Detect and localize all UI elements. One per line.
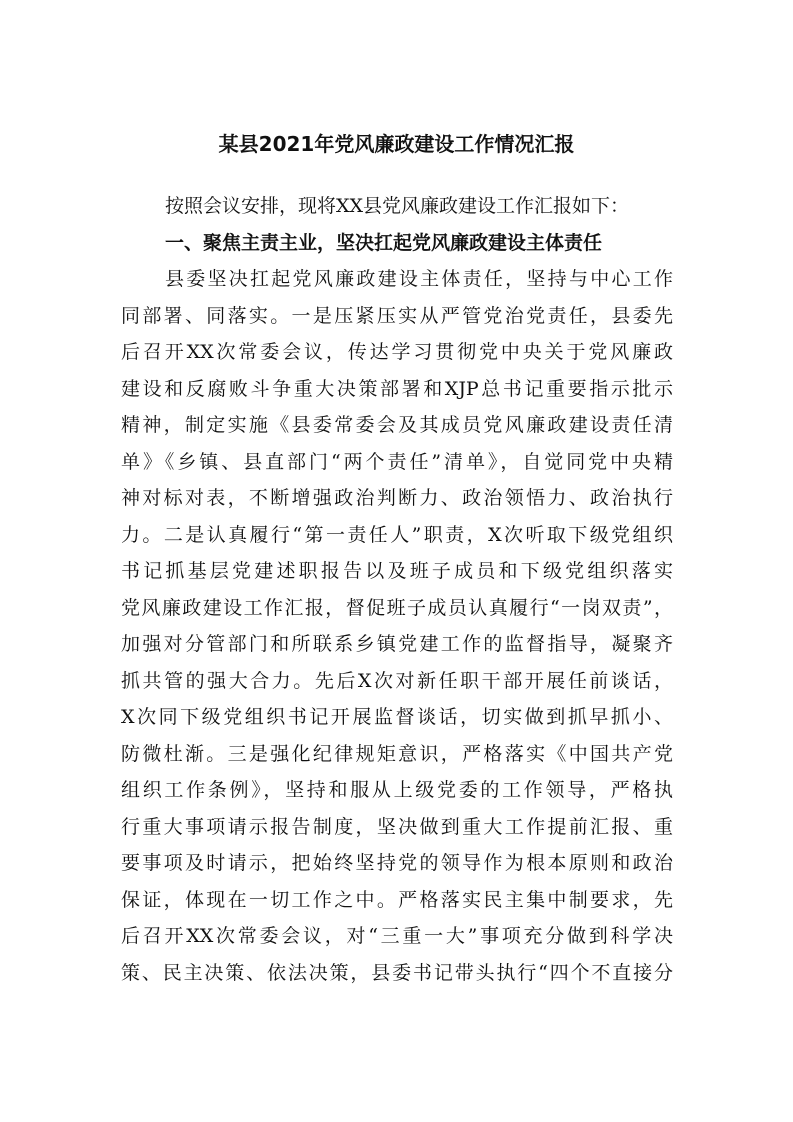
body-line: 同部署、同落实。一是压紧压实从严管党治党责任，县委先 — [121, 305, 673, 327]
body-line: 神对标对表，不断增强政治判断力、政治领悟力、政治执行 — [121, 487, 673, 509]
body-line: 后召开XX次常委会议，对“三重一大”事项充分做到科学决 — [121, 925, 673, 947]
body-line: X次同下级党组织书记开展监督谈话，切实做到抓早抓小、 — [121, 706, 673, 728]
body-line: 防微杜渐。三是强化纪律规矩意识，严格落实《中国共产党 — [121, 743, 673, 765]
body-line: 保证，体现在一切工作之中。严格落实民主集中制要求，先 — [121, 889, 673, 911]
body-line: 组织工作条例》，坚持和服从上级党委的工作领导，严格执 — [121, 779, 673, 801]
body-line: 抓共管的强大合力。先后X次对新任职干部开展任前谈话， — [121, 670, 673, 692]
body-line: 要事项及时请示，把始终坚持党的领导作为根本原则和政治 — [121, 852, 673, 874]
intro-paragraph: 按照会议安排，现将XX县党风廉政建设工作汇报如下： — [165, 195, 630, 217]
document-title: 某县2021年党风廉政建设工作情况汇报 — [218, 132, 575, 156]
body-line: 党风廉政建设工作汇报，督促班子成员认真履行“一岗双责”， — [121, 597, 673, 619]
body-line: 建设和反腐败斗争重大决策部署和XJP总书记重要指示批示 — [121, 378, 673, 400]
body-line: 县委坚决扛起党风廉政建设主体责任，坚持与中心工作 — [165, 268, 673, 290]
body-line: 精神，制定实施《县委常委会及其成员党风廉政建设责任清 — [121, 414, 673, 436]
section-heading-1: 一、聚焦主责主业，坚决扛起党风廉政建设主体责任 — [165, 232, 603, 254]
body-line: 后召开XX次常委会议，传达学习贯彻党中央关于党风廉政 — [121, 341, 673, 363]
body-line: 行重大事项请示报告制度，坚决做到重大工作提前汇报、重 — [121, 816, 673, 838]
body-line: 力。二是认真履行“第一责任人”职责，X次听取下级党组织 — [121, 524, 673, 546]
body-line: 书记抓基层党建述职报告以及班子成员和下级党组织落实 — [121, 560, 673, 582]
body-line: 单》《乡镇、县直部门“两个责任”清单》，自觉同党中央精 — [121, 451, 673, 473]
body-line: 加强对分管部门和所联系乡镇党建工作的监督指导，凝聚齐 — [121, 633, 673, 655]
body-line: 策、民主决策、依法决策，县委书记带头执行“四个不直接分 — [121, 962, 673, 984]
